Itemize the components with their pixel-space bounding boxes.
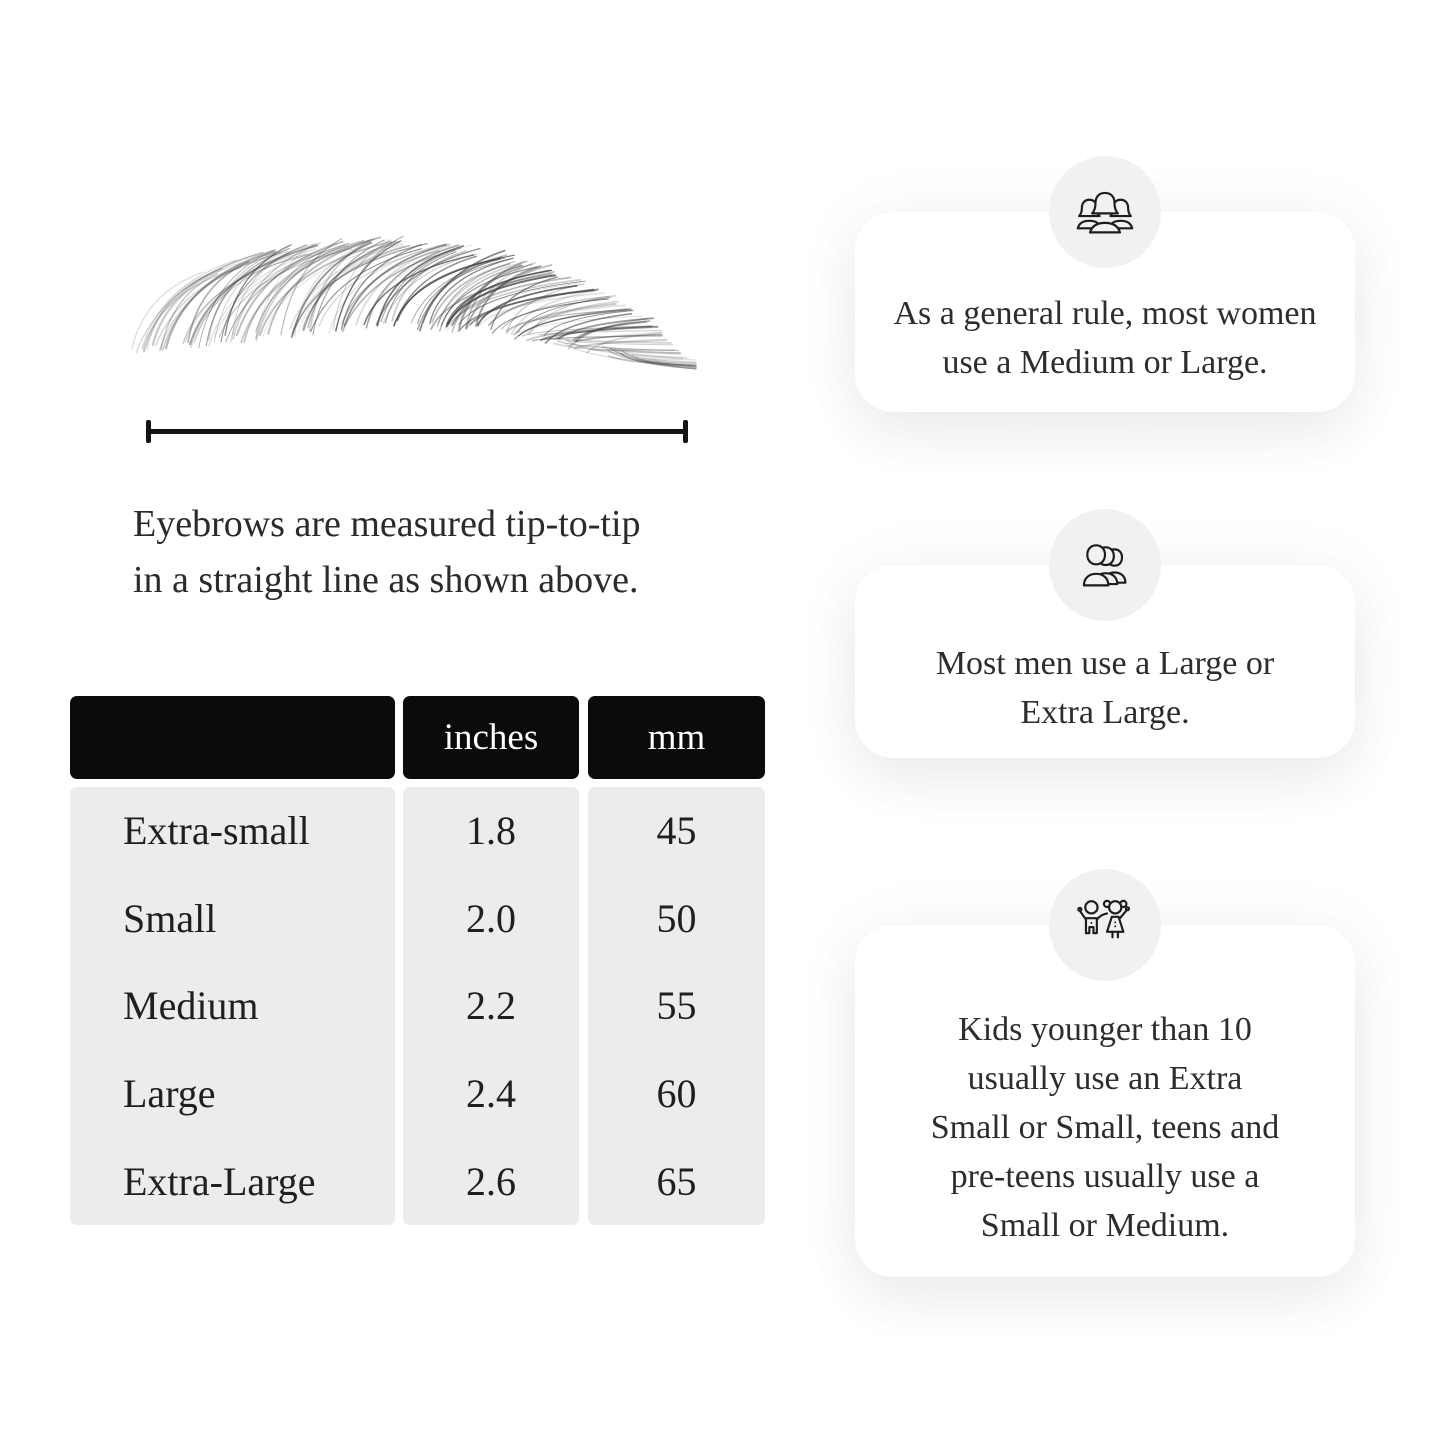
table-header-size xyxy=(70,696,395,779)
mm-cell: 45 xyxy=(656,808,697,854)
inches-cell: 2.6 xyxy=(466,1158,516,1204)
men-group-icon xyxy=(1071,531,1139,599)
size-cell: Extra-small xyxy=(123,808,310,854)
kids-icon xyxy=(1071,891,1139,959)
size-cell: Extra-Large xyxy=(123,1158,316,1204)
card-text-line: pre-teens usually use a xyxy=(950,1157,1260,1195)
card-text-line: Small or Medium. xyxy=(980,1206,1230,1244)
card-text-line: use a Medium or Large. xyxy=(942,344,1268,381)
inches-cell: 1.8 xyxy=(466,808,516,854)
measurement-caption xyxy=(133,496,753,608)
size-cell: Medium xyxy=(123,983,259,1029)
icon-circle xyxy=(1049,869,1161,981)
measurement-bar xyxy=(151,429,683,434)
inches-cell: 2.4 xyxy=(466,1071,516,1117)
card-text-line: Kids younger than 10 xyxy=(958,1010,1252,1048)
caption-line: in a straight line as shown above. xyxy=(133,559,639,601)
table-column-inches xyxy=(403,787,579,1225)
size-cell: Small xyxy=(123,895,217,941)
info-card-men xyxy=(855,565,1355,758)
card-text xyxy=(931,953,1279,1250)
icon-circle xyxy=(1049,509,1161,621)
mm-cell: 55 xyxy=(656,983,697,1029)
info-card-kids xyxy=(855,925,1355,1277)
card-text-line: Extra Large. xyxy=(1020,693,1190,731)
icon-circle xyxy=(1049,156,1161,268)
mm-cell: 65 xyxy=(656,1158,697,1204)
mm-cell: 50 xyxy=(656,895,697,941)
inches-cell: 2.0 xyxy=(466,895,516,941)
size-cell: Large xyxy=(123,1071,216,1117)
card-text-line: usually use an Extra xyxy=(967,1059,1243,1097)
card-text-line: Most men use a Large or xyxy=(935,644,1275,682)
table-column-size xyxy=(70,787,395,1225)
inches-cell: 2.2 xyxy=(466,983,516,1029)
measurement-tick-right xyxy=(683,420,688,443)
table-column-mm xyxy=(588,787,765,1225)
table-header-mm: mm xyxy=(588,696,765,779)
info-card-women xyxy=(855,212,1355,412)
mm-cell: 60 xyxy=(656,1071,697,1117)
measurement-line xyxy=(146,420,688,443)
women-group-icon xyxy=(1071,178,1139,246)
table-header-inches: inches xyxy=(403,696,579,779)
card-text-line: Small or Small, teens and xyxy=(930,1108,1280,1146)
card-text-line: As a general rule, most women xyxy=(893,295,1317,332)
eyebrow-illustration xyxy=(125,228,705,398)
caption-line: Eyebrows are measured tip-to-tip xyxy=(133,503,641,545)
